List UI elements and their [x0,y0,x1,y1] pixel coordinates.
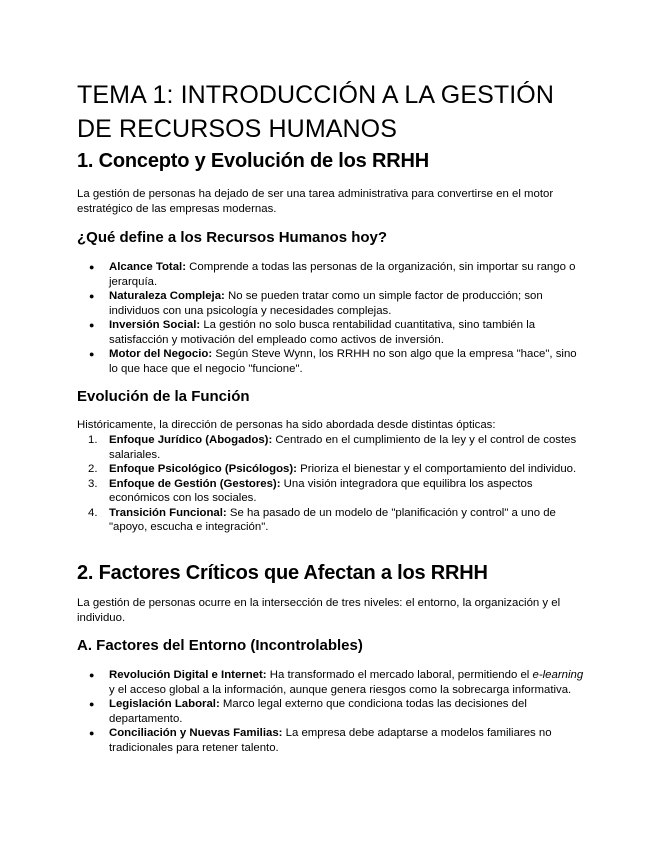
list-number: 1. [88,434,98,446]
bullet-text: La empresa debe adaptarse a modelos familiares no tradicionales para retener talento. [109,727,552,754]
list-item [77,433,587,462]
list-item [77,477,587,506]
list-term: Enfoque de Gestión (Gestores): [109,477,281,490]
bullet-term: Inversión Social: [109,319,201,331]
list-text: Prioriza el bienestar y el comportamiento del individuo. [296,463,577,475]
bullet-term: Revolución Digital e Internet: [109,669,267,681]
bullet-text: y el acceso global a la información, aunque genera riesgos como la sobrecarga informativa. [109,683,572,696]
list-item [77,697,587,726]
list-text: Una visión integradora que equilibra los aspectos económicos con los sociales. [109,477,533,504]
section-2-subheading-1: A. Factores del Entorno (Incontrolables) [77,637,363,654]
bullet-term: Motor del Negocio: [109,348,213,360]
bullet-italic: e-learning [532,669,584,681]
section-1-intro: La gestión de personas ha dejado de ser una tarea administrativa para convertirse en el motor estratégico de las empresas modernas. [77,188,554,215]
list-item [77,462,587,477]
section-1-subheading-2: Evolución de la Función [77,388,250,405]
list-item [77,726,587,755]
bullet-term: Naturaleza Compleja: [109,290,225,302]
bullet-text: Ha transformado el mercado laboral, permitiendo el [266,669,533,681]
section-1-heading: 1. Concepto y Evolución de los RRHH [77,150,429,172]
list-term: Enfoque Jurídico (Abogados): [109,434,273,446]
bullet-term: Legislación Laboral: [109,698,220,710]
section-1-bullet-list [77,260,587,376]
list-item [77,289,587,318]
bullet-term: Alcance Total: [109,261,187,273]
list-item [77,260,587,289]
bullet-text: La gestión no solo busca rentabilidad cuantitativa, sino también la satisfacción y motivación del empleado como activos de inversión. [109,319,536,346]
section-1-subheading-1: ¿Qué define a los Recursos Humanos hoy? [77,229,388,246]
section-1-numbered-list [77,433,587,535]
bullet-text: No se pueden tratar como un simple factor de producción; son individuos con una psicología y necesidades complejas. [109,290,543,317]
bullet-text: Marco legal externo que condiciona todas las decisiones del departamento. [109,698,527,725]
section-2-intro: La gestión de personas ocurre en la intersección de tres niveles: el entorno, la organización y el individuo. [77,597,561,624]
list-text: Centrado en el cumplimiento de la ley y el control de costes salariales. [109,434,577,461]
bullet-text: Comprende a todas las personas de la organización, sin importar su rango o jerarquía. [109,261,576,288]
section-1-intro-2: Históricamente, la dirección de personas ha sido abordada desde distintas ópticas: [77,419,496,431]
list-term: Enfoque Psicológico (Psicólogos): [109,463,297,475]
list-number: 2. [88,463,98,475]
list-item [77,506,587,535]
list-text: Se ha pasado de un modelo de "planificación y control" a uno de "apoyo, escucha e integración". [109,506,556,533]
bullet-term: Conciliación y Nuevas Familias: [109,727,283,739]
list-item [77,668,587,697]
list-term: Transición Funcional: [109,506,227,519]
section-2-heading: 2. Factores Críticos que Afectan a los RRHH [77,562,488,584]
list-item [77,347,587,376]
list-number: 4. [88,506,98,519]
section-2-bullet-list [77,668,587,755]
document-title: TEMA 1: INTRODUCCIÓN A LA GESTIÓN DE RECURSOS HUMANOS [77,81,555,143]
list-item [77,318,587,347]
list-number: 3. [88,477,98,490]
bullet-text: Según Steve Wynn, los RRHH no son algo que la empresa "hace", sino lo que hace que el negocio "funcione". [109,348,577,375]
